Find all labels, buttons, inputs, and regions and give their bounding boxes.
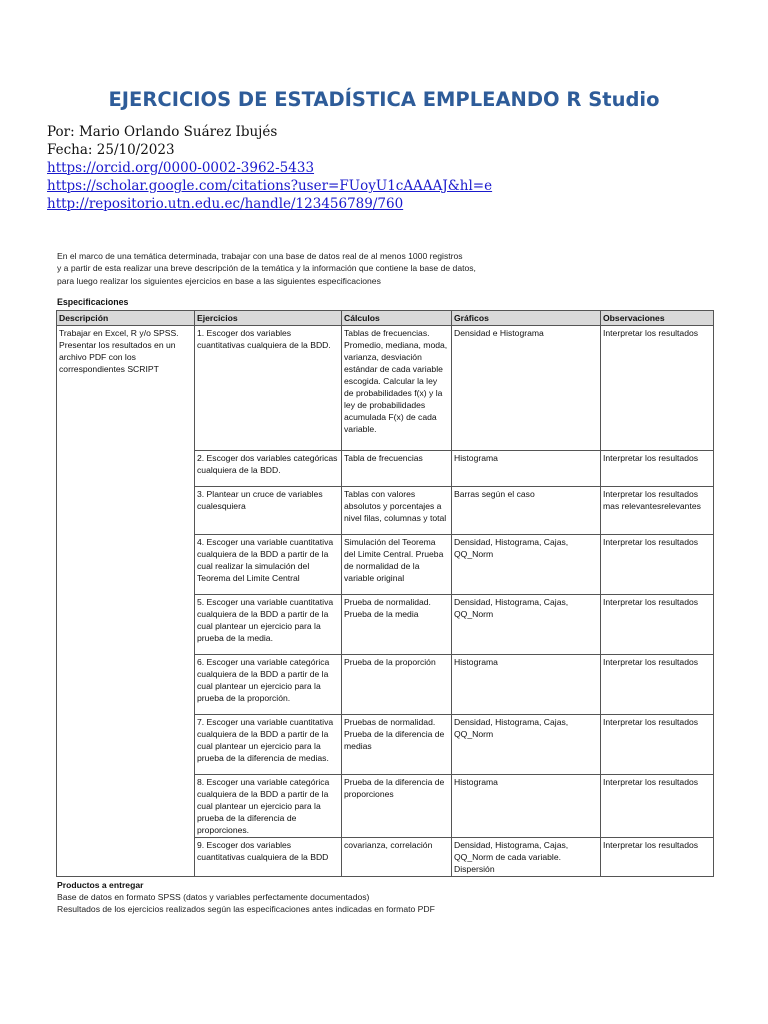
ejercicio-cell: 2. Escoger dos variables categóricas cualquiera de la BDD. <box>195 451 342 487</box>
description-cell: Trabajar en Excel, R y/o SPSS. Presentar los resultados en un archivo PDF con los correspondientes SCRIPT <box>57 326 195 877</box>
table-row <box>57 326 714 451</box>
calculos-cell: Simulación del Teorema del Limite Central. Prueba de normalidad de la variable original <box>342 535 452 595</box>
graficos-cell: Histograma <box>452 655 601 715</box>
repository-link[interactable]: http://repositorio.utn.edu.ec/handle/123456789/760 <box>47 196 404 212</box>
ejercicio-cell: 8. Escoger una variable categórica cualquiera de la BDD a partir de la cual plantear un ejercicio para la prueba de la diferencia de proporciones. <box>195 775 342 838</box>
specifications-table <box>56 310 714 877</box>
calculos-cell: covarianza, correlación <box>342 838 452 877</box>
ejercicio-cell: 7. Escoger una variable cuantitativa cualquiera de la BDD a partir de la cual plantear un ejercicio para la prueba de la diferencia de medias. <box>195 715 342 775</box>
header-descripcion: Descripción <box>57 311 195 326</box>
table-header-row <box>57 311 714 326</box>
header-ejercicios: Ejercicios <box>195 311 342 326</box>
calculos-cell: Prueba de la diferencia de proporciones <box>342 775 452 838</box>
specs-heading: Especificaciones <box>57 297 129 307</box>
header-calculos: Cálculos <box>342 311 452 326</box>
observaciones-cell: Interpretar los resultados <box>601 838 714 877</box>
calculos-cell: Pruebas de normalidad. Prueba de la diferencia de medias <box>342 715 452 775</box>
graficos-cell: Densidad, Histograma, Cajas, QQ_Norm <box>452 535 601 595</box>
graficos-cell: Densidad, Histograma, Cajas, QQ_Norm <box>452 595 601 655</box>
ejercicio-cell: 1. Escoger dos variables cuantitativas cualquiera de la BDD. <box>195 326 342 451</box>
intro-line: para luego realizar los siguientes ejercicios en base a las siguientes especificaciones <box>57 275 381 286</box>
ejercicio-cell: 4. Escoger una variable cuantitativa cualquiera de la BDD a partir de la cual realizar la simulación del Teorema del Limite Central <box>195 535 342 595</box>
header-graficos: Gráficos <box>452 311 601 326</box>
scholar-link[interactable]: https://scholar.google.com/citations?user=FUoyU1cAAAAJ&hl=e <box>47 178 493 194</box>
orcid-link[interactable]: https://orcid.org/0000-0002-3962-5433 <box>47 160 315 176</box>
author-line: Por: Mario Orlando Suárez Ibujés <box>47 124 278 140</box>
product-item: Base de datos en formato SPSS (datos y variables perfectamente documentados) <box>57 892 370 902</box>
author-block <box>47 123 492 213</box>
observaciones-cell: Interpretar los resultados <box>601 451 714 487</box>
calculos-cell: Prueba de la proporción <box>342 655 452 715</box>
products-heading: Productos a entregar <box>57 880 144 890</box>
calculos-cell: Prueba de normalidad. Prueba de la media <box>342 595 452 655</box>
graficos-cell: Densidad e Histograma <box>452 326 601 451</box>
observaciones-cell: Interpretar los resultados mas relevantesrelevantes <box>601 487 714 535</box>
observaciones-cell: Interpretar los resultados <box>601 326 714 451</box>
calculos-cell: Tablas con valores absolutos y porcentajes a nivel filas, columnas y total <box>342 487 452 535</box>
graficos-cell: Histograma <box>452 775 601 838</box>
intro-line: En el marco de una temática determinada, trabajar con una base de datos real de al menos 1000 registros <box>57 251 463 261</box>
ejercicio-cell: 3. Plantear un cruce de variables cualesquiera <box>195 487 342 535</box>
calculos-cell: Tabla de frecuencias <box>342 451 452 487</box>
observaciones-cell: Interpretar los resultados <box>601 715 714 775</box>
intro-paragraph <box>57 250 717 287</box>
ejercicio-cell: 5. Escoger una variable cuantitativa cualquiera de la BDD a partir de la cual plantear un ejercicio para la prueba de la media. <box>195 595 342 655</box>
ejercicio-cell: 9. Escoger dos variables cuantitativas cualquiera de la BDD <box>195 838 342 877</box>
observaciones-cell: Interpretar los resultados <box>601 595 714 655</box>
header-observaciones: Observaciones <box>601 311 714 326</box>
products-section <box>57 879 435 915</box>
graficos-cell: Barras según el caso <box>452 487 601 535</box>
calculos-cell: Tablas de frecuencias. Promedio, mediana, moda, varianza, desviación estándar de cada variable escogida. Calcular la ley de probabilidades f(x) y la ley de probabilidades acumulada F(x) de cada variable. <box>342 326 452 451</box>
graficos-cell: Histograma <box>452 451 601 487</box>
graficos-cell: Densidad, Histograma, Cajas, QQ_Norm de cada variable. Dispersión <box>452 838 601 877</box>
intro-line: y a partir de esta realizar una breve descripción de la temática y la información que contiene la base de datos, <box>57 263 476 274</box>
date-line: Fecha: 25/10/2023 <box>47 142 175 158</box>
document-title: EJERCICIOS DE ESTADÍSTICA EMPLEANDO R Studio <box>108 88 660 111</box>
ejercicio-cell: 6. Escoger una variable categórica cualquiera de la BDD a partir de la cual plantear un ejercicio para la prueba de la proporción. <box>195 655 342 715</box>
product-item: Resultados de los ejercicios realizados según las especificaciones antes indicadas en formato PDF <box>57 904 435 914</box>
observaciones-cell: Interpretar los resultados <box>601 655 714 715</box>
observaciones-cell: Interpretar los resultados <box>601 775 714 838</box>
graficos-cell: Densidad, Histograma, Cajas, QQ_Norm <box>452 715 601 775</box>
observaciones-cell: Interpretar los resultados <box>601 535 714 595</box>
